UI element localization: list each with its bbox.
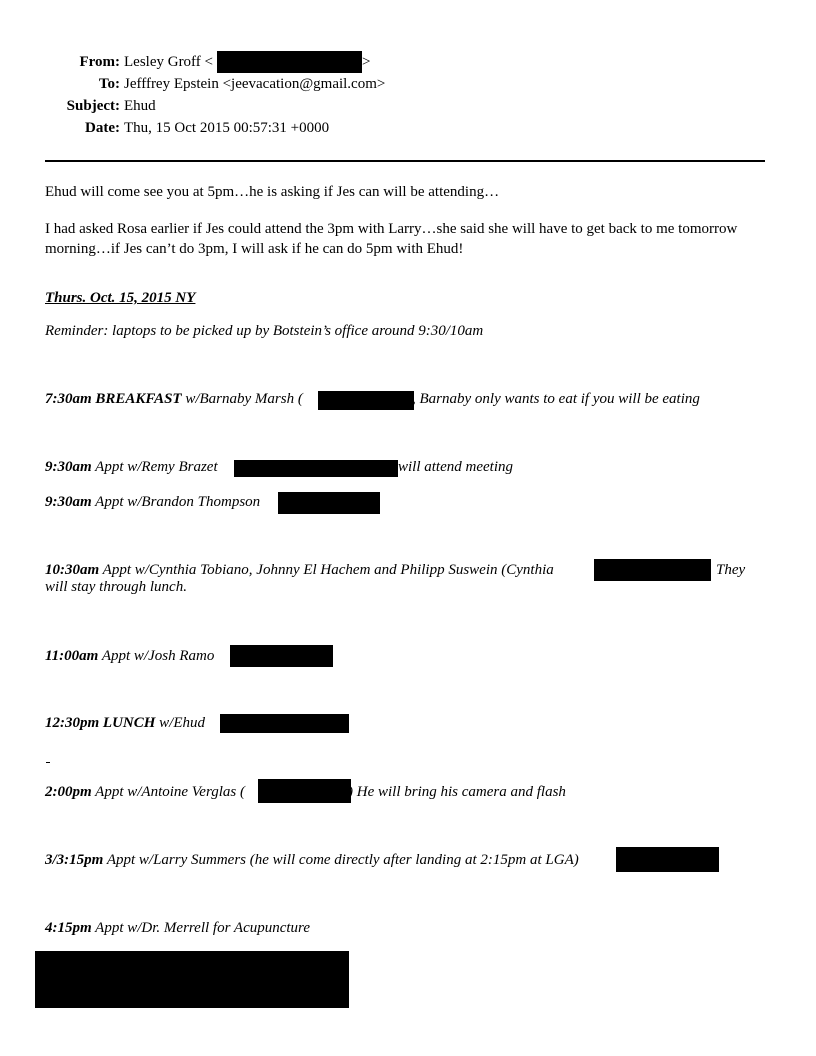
entry-note-breakfast: , Barnaby only wants to eat if you will be eating (412, 391, 700, 407)
to-label: To: (98, 76, 120, 92)
header-divider (45, 160, 765, 162)
redaction-thompson (278, 492, 380, 514)
from-close: > (362, 54, 371, 70)
schedule-date-heading: Thurs. Oct. 15, 2015 NY (45, 290, 196, 306)
stray-mark (46, 762, 50, 763)
schedule-entry-tobiano (45, 562, 554, 579)
redaction-breakfast (318, 391, 414, 410)
entry-note-verglas: ) He will bring his camera and flash (348, 784, 566, 800)
redaction-block-bottom (35, 951, 349, 1008)
entry-time: 9:30am (45, 459, 92, 475)
body-paragraph-2: I had asked Rosa earlier if Jes could attend the 3pm with Larry…she said she will have to get back to me tomorrow morning…if Jes can’t do 3pm, I will ask if he can do 5pm with Ehud! (45, 221, 738, 257)
subject-label: Subject: (66, 98, 120, 114)
entry-text: Appt w/Dr. Merrell for Acupuncture (91, 920, 310, 936)
body-paragraph-1: Ehud will come see you at 5pm…he is asking if Jes can will be attending… (45, 184, 500, 200)
entry-text: Appt w/Cynthia Tobiano, Johnny El Hachem and Philipp Suswein (Cynthia (99, 562, 554, 578)
redaction-verglas (258, 779, 351, 803)
entry-note-brazet: will attend meeting (398, 459, 513, 475)
entry-text: w/Ehud (155, 715, 206, 731)
date-label: Date: (85, 120, 120, 136)
entry-time: 7:30am BREAKFAST (45, 391, 182, 407)
entry-text: w/Barnaby Marsh ( (181, 391, 303, 407)
entry-text: Appt w/Josh Ramo (98, 648, 215, 664)
schedule-entry-merrell (45, 920, 310, 937)
entry-text: Appt w/Antoine Verglas ( (91, 784, 245, 800)
entry-time: 3/3:15pm (45, 852, 104, 868)
subject-value: Ehud (124, 98, 156, 114)
to-value: Jefffrey Epstein <jeevacation@gmail.com> (124, 76, 386, 92)
redaction-brazet (234, 460, 398, 477)
schedule-entry-ramo (45, 648, 214, 665)
entry-text: Appt w/Remy Brazet (91, 459, 218, 475)
schedule-entry-breakfast (45, 391, 303, 408)
entry-note-tobiano: They (716, 562, 746, 578)
from-value: Lesley Groff < (124, 54, 213, 70)
redaction-tobiano (594, 559, 711, 581)
redaction-ramo (230, 645, 333, 667)
schedule-reminder: Reminder: laptops to be picked up by Botstein’s office around 9:30/10am (45, 323, 484, 339)
from-label: From: (79, 54, 120, 70)
entry-time: 2:00pm (45, 784, 92, 800)
redaction-from-email (217, 51, 362, 73)
entry-time: 11:00am (45, 648, 99, 664)
entry-time: 12:30pm LUNCH (45, 715, 156, 731)
redaction-summers (616, 847, 719, 872)
schedule-entry-summers (45, 852, 579, 869)
entry-time: 9:30am (45, 494, 92, 510)
schedule-entry-brazet (45, 459, 218, 476)
entry-note-tobiano-line2: will stay through lunch. (45, 579, 187, 595)
entry-time: 10:30am (45, 562, 100, 578)
entry-time: 4:15pm (45, 920, 92, 936)
schedule-entry-lunch (45, 715, 205, 732)
redaction-lunch (220, 714, 349, 733)
schedule-entry-verglas (45, 784, 245, 801)
schedule-entry-thompson (45, 494, 260, 511)
entry-text: Appt w/Brandon Thompson (91, 494, 261, 510)
date-value: Thu, 15 Oct 2015 00:57:31 +0000 (124, 120, 330, 136)
entry-text: Appt w/Larry Summers (he will come directly after landing at 2:15pm at LGA) (103, 852, 579, 868)
